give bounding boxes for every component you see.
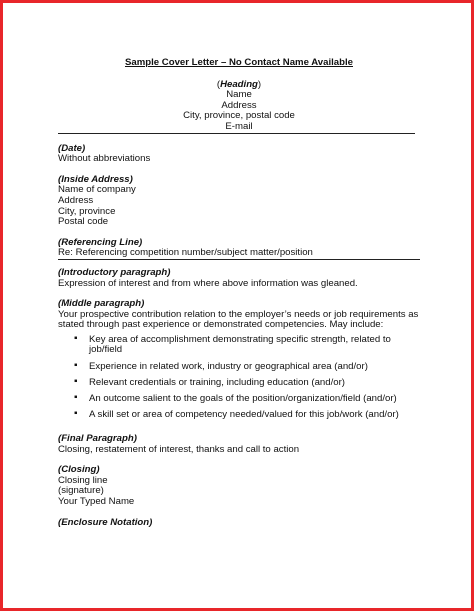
inside-address-label: (Inside Address)	[58, 173, 133, 185]
heading-label: (Heading)	[216, 78, 262, 90]
inside-address-company: Name of company	[58, 184, 136, 196]
inside-address-address: Address	[58, 194, 94, 206]
closing-typed-name: Your Typed Name	[58, 495, 135, 507]
list-item: ▪ An outcome salient to the goals of the position/organization/field (and/or)	[58, 394, 420, 405]
inside-address-city: City, province	[58, 205, 116, 217]
inside-address-postal: Postal code	[58, 216, 109, 228]
list-item: ▪ A skill set or area of competency needed/valued for this job/work (and/or)	[58, 410, 420, 421]
closing-line: Closing line	[58, 474, 108, 486]
heading-label-text: Heading	[220, 78, 258, 90]
document-title: Sample Cover Letter – No Contact Name Available	[124, 57, 353, 68]
closing-signature: (signature)	[58, 485, 104, 497]
middle-text-line2: stated through past experience or demonstrated competencies. May include:	[58, 319, 384, 331]
intro-label: (Introductory paragraph)	[58, 266, 171, 278]
middle-bullet-list	[58, 335, 420, 421]
list-item: ▪ Relevant credentials or training, including education (and/or)	[58, 378, 420, 389]
final-paragraph-label: (Final Paragraph)	[58, 432, 137, 444]
document-body	[58, 58, 420, 528]
final-paragraph-text: Closing, restatement of interest, thanks and call to action	[58, 443, 300, 455]
referencing-label: (Referencing Line)	[58, 236, 143, 248]
heading-name: Name	[226, 89, 252, 101]
referencing-text: Re: Referencing competition number/subject matter/position	[58, 248, 420, 260]
date-text: Without abbreviations	[58, 153, 151, 165]
enclosure-label: (Enclosure Notation)	[58, 516, 153, 528]
heading-email: E-mail	[225, 120, 253, 132]
intro-text: Expression of interest and from where above information was gleaned.	[58, 277, 358, 289]
heading-block	[58, 80, 420, 133]
date-label: (Date)	[58, 142, 86, 154]
closing-label: (Closing)	[58, 464, 100, 476]
list-item: ▪ Experience in related work, industry or geographical area (and/or)	[58, 362, 420, 373]
middle-text-line1: Your prospective contribution relation to the employer’s needs or job requirements as	[58, 308, 419, 320]
middle-label: (Middle paragraph)	[58, 298, 145, 310]
heading-address: Address	[221, 99, 257, 111]
list-item: ▪ Key area of accomplishment demonstrating specific strength, related to job/field	[58, 335, 420, 356]
heading-city: City, province, postal code	[183, 110, 295, 122]
